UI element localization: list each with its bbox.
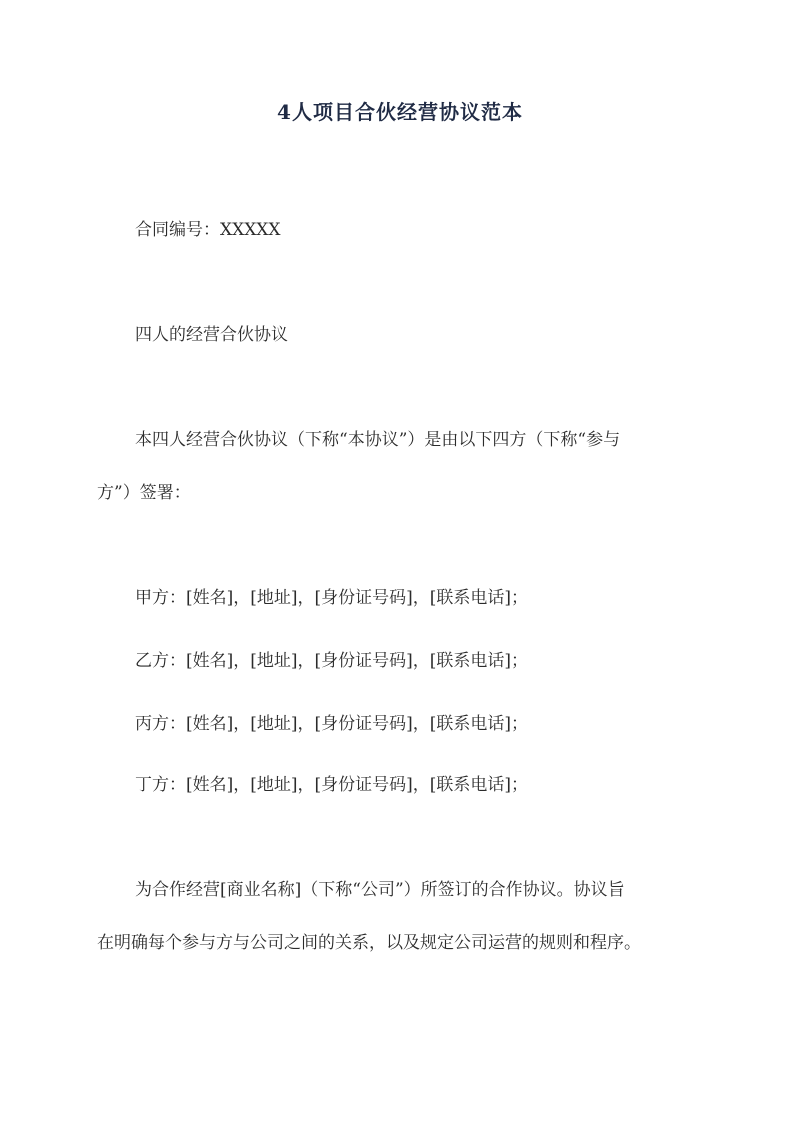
- purpose-paragraph-line-1: 为合作经营[商业名称]（下称“公司”）所签订的合作协议。协议旨: [135, 880, 625, 900]
- purpose-paragraph-line-2: 在明确每个参与方与公司之间的关系，以及规定公司运营的规则和程序。: [97, 933, 641, 953]
- party-d: 丁方：[姓名]，[地址]，[身份证号码]，[联系电话]；: [135, 775, 529, 795]
- party-c: 丙方：[姓名]，[地址]，[身份证号码]，[联系电话]；: [135, 714, 529, 734]
- contract-number: 合同编号：XXXXX: [135, 220, 281, 240]
- agreement-heading: 四人的经营合伙协议: [135, 325, 288, 345]
- party-a: 甲方：[姓名]，[地址]，[身份证号码]，[联系电话]；: [135, 588, 529, 608]
- intro-paragraph-line-2: 方”）签署：: [97, 483, 191, 503]
- intro-paragraph-line-1: 本四人经营合伙协议（下称“本协议”）是由以下四方（下称“参与: [135, 430, 621, 450]
- party-b: 乙方：[姓名]，[地址]，[身份证号码]，[联系电话]；: [135, 651, 529, 671]
- document-title: 4人项目合伙经营协议范本: [277, 100, 523, 124]
